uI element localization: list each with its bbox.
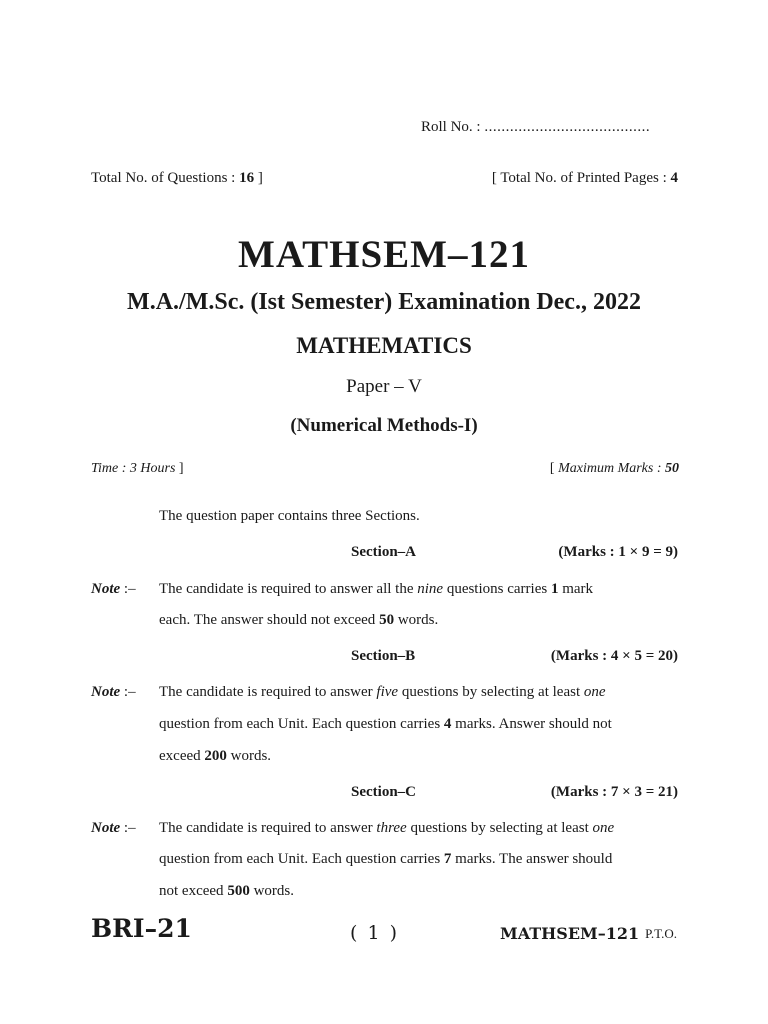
instructions-intro: The question paper contains three Sections. (159, 508, 420, 524)
page-number: ( 1 ) (350, 922, 399, 944)
roll-number-line (421, 119, 650, 136)
text-run: The candidate is required to answer (159, 684, 377, 700)
total-questions-value: 16 (239, 170, 255, 186)
number: 1 (550, 581, 559, 597)
section-b-marks: (Marks : 4 × 5 = 20) (550, 648, 678, 664)
note-label: Note (91, 684, 121, 700)
text-run: marks. The answer should (451, 851, 613, 867)
section-a-heading: Section–A (351, 544, 416, 560)
text-run: words. (226, 748, 272, 764)
paper-topic: (Numerical Methods-I) (290, 415, 478, 436)
section-c-heading: Section–C (351, 784, 416, 800)
total-questions (91, 170, 263, 187)
footer-paper-code: MATHSEM–121 (500, 924, 640, 943)
text-run: questions by selecting at least (406, 820, 593, 836)
footer-left-code: BRI–21 (91, 914, 192, 943)
section-c-note-line-2 (159, 851, 612, 868)
total-printed-pages (492, 170, 678, 187)
emphasis: one (583, 684, 606, 700)
section-c-note-label (91, 820, 136, 837)
section-a-note-line-1 (159, 581, 593, 598)
emphasis: one (592, 820, 615, 836)
text-run: not exceed (159, 883, 228, 899)
printed-pages-value: 4 (670, 170, 678, 186)
section-b-note-label (91, 684, 136, 701)
section-b-heading: Section–B (351, 648, 416, 664)
number: 7 (443, 851, 452, 867)
total-questions-close: ] (254, 170, 263, 186)
text-run: question from each Unit. Each question carries (159, 851, 444, 867)
number: 4 (443, 716, 452, 732)
text-run: exceed (159, 748, 205, 764)
text-run: questions carries (443, 581, 551, 597)
section-c-note-line-3 (159, 883, 294, 900)
number: 200 (204, 748, 227, 764)
section-a-note-label (91, 581, 136, 598)
printed-pages-label: [ Total No. of Printed Pages : (491, 170, 671, 186)
max-value: 50 (665, 461, 679, 476)
please-turn-over: P.T.O. (645, 926, 677, 941)
text-run: each. The answer should not exceed (159, 612, 380, 628)
text-run: mark (558, 581, 594, 597)
section-c-marks: (Marks : 7 × 3 = 21) (550, 784, 678, 800)
max-label: Maximum Marks : (558, 461, 665, 476)
text-run: words. (249, 883, 294, 899)
note-label: Note (91, 820, 121, 836)
time-close: ] (175, 461, 184, 476)
section-b-note-line-2 (159, 716, 612, 733)
emphasis: three (376, 820, 407, 836)
text-run: questions by selecting at least (398, 684, 584, 700)
max-open: [ (549, 461, 559, 476)
text-run: question from each Unit. Each question carries (159, 716, 444, 732)
note-dash: :– (120, 581, 136, 597)
section-b-note-line-1 (159, 684, 606, 701)
section-a-marks: (Marks : 1 × 9 = 9) (558, 544, 678, 560)
paper-number: Paper – V (346, 376, 422, 397)
paper-code: MATHSEM–121 (238, 233, 530, 276)
number: 50 (379, 612, 395, 628)
roll-number-blank: ....................................... (484, 119, 651, 135)
section-b-note-line-3 (159, 748, 271, 765)
note-dash: :– (120, 684, 136, 700)
maximum-marks (550, 461, 679, 477)
text-run: words. (394, 612, 439, 628)
note-dash: :– (120, 820, 136, 836)
time-label: Time : 3 Hours (91, 461, 176, 476)
time-allowed (91, 461, 184, 477)
section-c-note-line-1 (159, 820, 614, 837)
emphasis: nine (417, 581, 444, 597)
text-run: marks. Answer should not (451, 716, 612, 732)
section-a-note-line-2 (159, 612, 438, 629)
emphasis: five (376, 684, 399, 700)
exam-title: M.A./M.Sc. (Ist Semester) Examination Dec., 2022 (127, 289, 641, 315)
roll-number-label: Roll No. : (421, 119, 481, 135)
subject-title: MATHEMATICS (296, 333, 472, 358)
text-run: The candidate is required to answer all the (159, 581, 418, 597)
total-questions-label: Total No. of Questions : (91, 170, 240, 186)
text-run: The candidate is required to answer (159, 820, 377, 836)
number: 500 (227, 883, 250, 899)
note-label: Note (91, 581, 121, 597)
